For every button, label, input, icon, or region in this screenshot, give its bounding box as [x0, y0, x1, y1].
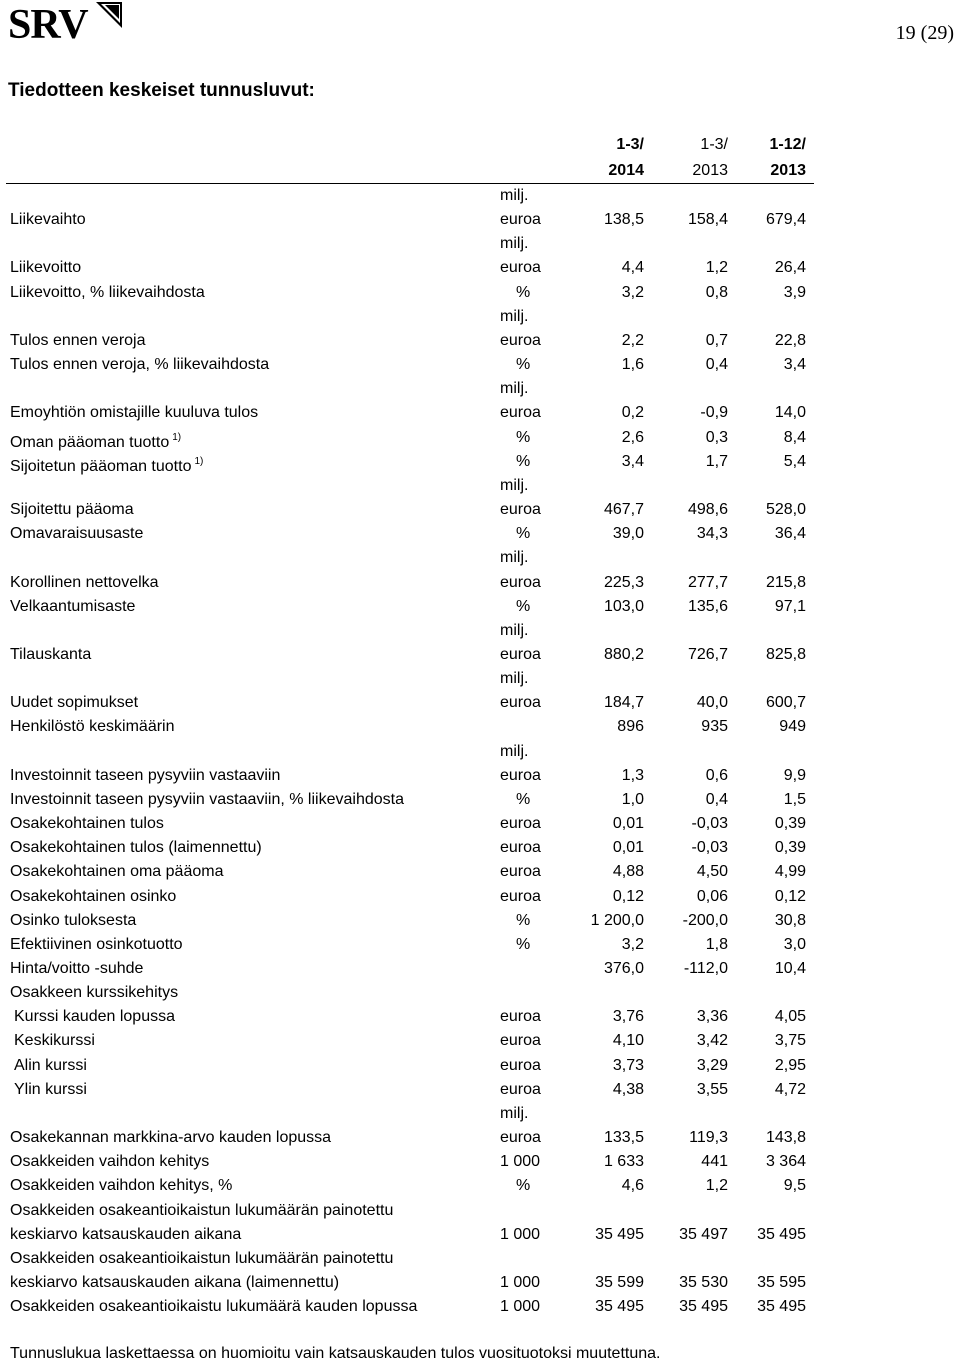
- table-row: [0, 184, 960, 208]
- row-value-col1: 35 495: [595, 1298, 644, 1316]
- row-value-col3: 4,05: [774, 1008, 806, 1026]
- table-row: [0, 208, 960, 232]
- column-header-1-line2: 2014: [608, 162, 644, 179]
- row-value-col3: 215,8: [765, 573, 806, 591]
- row-value-col1: 184,7: [603, 694, 644, 712]
- row-label: [14, 1054, 87, 1078]
- row-label-text: Alin kurssi: [14, 1056, 87, 1074]
- table-row: [0, 1247, 960, 1271]
- row-value-col1: 0,12: [612, 887, 644, 905]
- row-label: [10, 1174, 232, 1198]
- row-value-col3: 143,8: [765, 1129, 806, 1147]
- table-row: [0, 1126, 960, 1150]
- row-unit: euroa: [500, 501, 541, 519]
- row-label-text: Ylin kurssi: [14, 1080, 87, 1098]
- row-value-col3: 2,95: [774, 1056, 806, 1074]
- row-unit: euroa: [500, 331, 541, 349]
- row-value-col3: 9,9: [783, 766, 806, 784]
- table-row: [0, 522, 960, 546]
- row-value-col1: 880,2: [603, 645, 644, 663]
- row-unit: euroa: [500, 211, 541, 229]
- row-value-col3: 35 495: [757, 1225, 806, 1243]
- row-value-col3: 3 364: [765, 1153, 806, 1171]
- row-label-text: Korollinen nettovelka: [10, 573, 159, 591]
- row-label-text: Osakkeiden vaihdon kehitys: [10, 1153, 210, 1171]
- table-row: [0, 933, 960, 957]
- table-row: [0, 353, 960, 377]
- row-label-text: keskiarvo katsauskauden aikana: [10, 1225, 242, 1243]
- row-value-col1: 1 200,0: [590, 911, 644, 929]
- row-label-text: Osakekohtainen osinko: [10, 887, 177, 905]
- row-unit: %: [516, 911, 531, 929]
- row-label: [10, 522, 143, 546]
- table-row: [0, 474, 960, 498]
- row-value-col3: 3,0: [783, 935, 806, 953]
- row-unit: euroa: [500, 766, 541, 784]
- row-value-col3: 1,5: [783, 790, 806, 808]
- row-label-text: Tilauskanta: [10, 645, 92, 663]
- table-row: [0, 1102, 960, 1126]
- row-value-col3: 10,4: [774, 960, 806, 977]
- row-label-text: Efektiivinen osinkotuotto: [10, 935, 183, 953]
- row-label-text: Liikevoitto: [10, 259, 82, 277]
- row-unit: milj.: [500, 187, 529, 204]
- row-label-text: Emoyhtiön omistajille kuuluva tulos: [10, 404, 259, 422]
- row-unit: euroa: [500, 1056, 541, 1074]
- row-value-col2: 119,3: [689, 1129, 728, 1147]
- logo-triangle-icon: [96, 2, 122, 28]
- row-value-col3: 35 495: [757, 1298, 806, 1316]
- row-label: [10, 764, 280, 788]
- column-header-1-line1: 1-3/: [616, 136, 644, 153]
- row-value-col3: 4,72: [774, 1080, 806, 1098]
- row-label-text: Henkilöstö keskimäärin: [10, 718, 175, 736]
- table-row: [0, 691, 960, 715]
- row-label: [14, 1078, 87, 1102]
- key-figures-table: [0, 184, 960, 1319]
- row-label-text: Investoinnit taseen pysyviin vastaaviin: [10, 766, 281, 784]
- table-row: [0, 401, 960, 425]
- row-value-col1: 1,3: [621, 766, 644, 784]
- footnote: Tunnuslukua laskettaessa on huomioitu vain katsauskauden tulos vuosituotoksi muutettuna.: [10, 1345, 661, 1362]
- row-unit: %: [516, 525, 531, 543]
- table-row: [0, 909, 960, 933]
- page-title: Tiedotteen keskeiset tunnusluvut:: [8, 80, 315, 101]
- row-value-col2: 0,3: [705, 428, 728, 446]
- row-value-col3: 825,8: [765, 645, 806, 663]
- row-value-col1: 4,88: [612, 863, 644, 881]
- row-label: [10, 691, 138, 715]
- row-label: [10, 812, 164, 836]
- row-label-text: Osakekohtainen tulos: [10, 815, 164, 833]
- row-unit: euroa: [500, 694, 541, 712]
- row-label-text: Osakekannan markkina-arvo kauden lopussa: [10, 1129, 332, 1147]
- row-unit: %: [516, 935, 531, 953]
- row-label: [10, 957, 143, 981]
- row-unit: 1 000: [500, 1225, 541, 1243]
- column-header-2-line2: 2013: [692, 162, 728, 179]
- row-unit: euroa: [500, 573, 541, 591]
- row-label-text: Osakkeiden osakeantioikaistun lukumäärän painotettu: [10, 1201, 394, 1219]
- row-value-col1: 4,6: [621, 1177, 644, 1195]
- row-value-col3: 3,75: [774, 1032, 806, 1050]
- row-label: [10, 1223, 241, 1247]
- table-row: [0, 1223, 960, 1247]
- row-value-col3: 3,9: [783, 283, 806, 301]
- row-label-text: Osakkeiden osakeantioikaistu lukumäärä kauden lopussa: [10, 1298, 418, 1316]
- row-unit: milj.: [500, 476, 529, 494]
- row-label: [10, 401, 258, 425]
- row-label: [10, 498, 134, 522]
- table-row: [0, 667, 960, 691]
- row-unit: milj.: [500, 307, 529, 325]
- column-header-3-line2: 2013: [770, 162, 806, 179]
- row-unit: %: [516, 428, 531, 446]
- row-value-col2: 3,29: [696, 1056, 728, 1074]
- table-row: [0, 1295, 960, 1319]
- row-label-text: Osakkeen kurssikehitys: [10, 984, 179, 1002]
- row-value-col2: 277,7: [687, 573, 728, 591]
- row-label-text: Liikevoitto, % liikevaihdosta: [10, 283, 205, 301]
- row-value-col1: 3,2: [621, 935, 644, 953]
- row-label: [10, 256, 81, 280]
- row-label-text: Osakekohtainen tulos (laimennettu): [10, 839, 262, 857]
- footnote-marker: 1): [172, 431, 182, 443]
- row-value-col3: 35 595: [757, 1274, 806, 1292]
- row-value-col3: 14,0: [774, 404, 806, 422]
- page-number: 19 (29): [895, 22, 954, 44]
- table-row: [0, 1150, 960, 1174]
- row-value-col2: 3,55: [696, 1080, 728, 1098]
- row-value-col1: 133,5: [603, 1129, 644, 1147]
- table-row: [0, 836, 960, 860]
- row-value-col1: 4,38: [612, 1080, 644, 1098]
- row-value-col1: 3,76: [612, 1008, 644, 1026]
- row-value-col2: 35 530: [679, 1274, 728, 1292]
- row-value-col3: 97,1: [774, 597, 806, 615]
- row-value-col1: 4,10: [612, 1032, 644, 1050]
- row-value-col2: 3,42: [696, 1032, 728, 1050]
- table-row: [0, 232, 960, 256]
- row-label-text: Sijoitettu pääoma: [10, 501, 134, 519]
- row-value-col2: -200,0: [682, 911, 728, 929]
- row-unit: euroa: [500, 1032, 541, 1050]
- row-label: [10, 1271, 339, 1295]
- row-value-col2: 441: [701, 1153, 728, 1171]
- table-row: [0, 1054, 960, 1078]
- row-value-col3: 949: [779, 718, 806, 736]
- row-label: [10, 909, 136, 933]
- table-row: [0, 281, 960, 305]
- row-value-col2: 3,36: [696, 1008, 728, 1026]
- table-row: [0, 619, 960, 643]
- row-unit: euroa: [500, 1129, 541, 1147]
- table-row: [0, 957, 960, 981]
- row-label-text: Osakekohtainen oma pääoma: [10, 863, 224, 881]
- table-row: [0, 546, 960, 570]
- table-row: [0, 715, 960, 739]
- row-unit: 1 000: [500, 1298, 541, 1316]
- row-label-text: Osinko tuloksesta: [10, 911, 137, 929]
- row-label: [10, 1295, 417, 1319]
- row-label-text: Uudet sopimukset: [10, 694, 139, 712]
- row-value-col2: 0,8: [705, 283, 728, 301]
- row-value-col3: 8,4: [783, 428, 806, 446]
- row-value-col2: 1,7: [705, 452, 728, 470]
- row-label: [14, 1005, 175, 1029]
- row-value-col2: 0,7: [705, 331, 728, 349]
- table-row: [0, 812, 960, 836]
- row-value-col2: -112,0: [683, 960, 728, 977]
- table-row: [0, 764, 960, 788]
- row-label: [10, 933, 183, 957]
- row-value-col3: 5,4: [783, 452, 806, 470]
- table-row: [0, 377, 960, 401]
- row-unit: milj.: [500, 742, 529, 760]
- row-label: [10, 643, 91, 667]
- row-value-col3: 0,39: [774, 815, 806, 833]
- row-unit: milj.: [500, 235, 529, 253]
- row-label: [10, 329, 146, 353]
- logo-wordmark: SRV: [8, 2, 88, 48]
- row-value-col1: 35 599: [595, 1274, 644, 1292]
- row-value-col2: 1,8: [705, 935, 728, 953]
- row-value-col1: 3,73: [612, 1056, 644, 1074]
- row-value-col2: 34,3: [696, 525, 728, 543]
- row-value-col2: -0,03: [691, 815, 728, 833]
- row-unit: %: [516, 790, 531, 808]
- row-value-col1: 103,0: [603, 597, 644, 615]
- row-label-text: Hinta/voitto -suhde: [10, 960, 144, 977]
- row-unit: euroa: [500, 815, 541, 833]
- row-value-col2: -0,03: [691, 839, 728, 857]
- row-value-col2: 40,0: [696, 694, 728, 712]
- row-value-col1: 2,2: [621, 331, 644, 349]
- row-label: [10, 571, 159, 595]
- row-value-col1: 0,2: [621, 404, 644, 422]
- table-row: [0, 256, 960, 280]
- row-unit: euroa: [500, 1008, 541, 1026]
- row-value-col2: 1,2: [705, 1177, 728, 1195]
- row-value-col3: 26,4: [774, 259, 806, 277]
- row-value-col2: 1,2: [705, 259, 728, 277]
- row-unit: milj.: [500, 670, 529, 688]
- row-value-col1: 1,0: [621, 790, 644, 808]
- row-label: [10, 1150, 209, 1174]
- row-value-col1: 2,6: [621, 428, 644, 446]
- row-unit: euroa: [500, 839, 541, 857]
- table-row: [0, 885, 960, 909]
- row-value-col2: 35 497: [679, 1225, 728, 1243]
- row-value-col1: 467,7: [603, 501, 644, 519]
- row-label: [10, 1199, 393, 1223]
- row-label: [10, 1247, 393, 1271]
- row-value-col3: 36,4: [774, 525, 806, 543]
- row-value-col3: 22,8: [774, 331, 806, 349]
- row-unit: euroa: [500, 645, 541, 663]
- row-value-col1: 225,3: [603, 573, 644, 591]
- row-label: [10, 1126, 331, 1150]
- table-row: [0, 740, 960, 764]
- row-unit: %: [516, 597, 531, 615]
- row-value-col3: 528,0: [765, 501, 806, 519]
- column-header-2-line1: 1-3/: [700, 136, 728, 153]
- row-label: [10, 353, 269, 377]
- row-value-col1: 3,4: [621, 452, 644, 470]
- row-value-col2: 35 495: [679, 1298, 728, 1316]
- row-label-text: Sijoitetun pääoman tuotto: [10, 457, 192, 475]
- row-value-col3: 4,99: [774, 863, 806, 881]
- row-value-col1: 4,4: [621, 259, 644, 277]
- footnote-marker: 1): [194, 455, 204, 467]
- row-label: [10, 208, 86, 232]
- row-label: [10, 595, 135, 619]
- table-row: [0, 1078, 960, 1102]
- row-label: [10, 788, 404, 812]
- row-value-col1: 39,0: [612, 525, 644, 543]
- row-value-col3: 0,12: [774, 887, 806, 905]
- row-value-col3: 3,4: [783, 356, 806, 374]
- row-value-col2: -0,9: [700, 404, 728, 422]
- row-value-col2: 135,6: [687, 597, 728, 615]
- row-unit: euroa: [500, 887, 541, 905]
- row-label: [14, 1029, 95, 1053]
- row-value-col2: 935: [701, 718, 728, 736]
- row-unit: %: [516, 1177, 531, 1195]
- row-value-col2: 158,4: [687, 211, 728, 229]
- row-unit: euroa: [500, 1080, 541, 1098]
- row-label-text: Osakkeiden osakeantioikaistun lukumäärän painotettu: [10, 1249, 394, 1267]
- row-value-col3: 9,5: [783, 1177, 806, 1195]
- row-unit: milj.: [500, 621, 529, 639]
- row-label-text: Keskikurssi: [14, 1032, 95, 1050]
- table-row: [0, 860, 960, 884]
- table-row: [0, 426, 960, 450]
- table-row: [0, 305, 960, 329]
- table-row: [0, 1199, 960, 1223]
- table-row: [0, 1029, 960, 1053]
- row-unit: euroa: [500, 259, 541, 277]
- row-label-text: Investoinnit taseen pysyviin vastaaviin, % liikevaihdosta: [10, 790, 404, 808]
- row-value-col1: 138,5: [603, 211, 644, 229]
- table-row: [0, 450, 960, 474]
- row-label-text: Oman pääoman tuotto: [10, 433, 170, 451]
- table-row: [0, 981, 960, 1005]
- row-unit: milj.: [500, 1104, 529, 1122]
- table-row: [0, 1271, 960, 1295]
- table-row: [0, 498, 960, 522]
- row-unit: %: [516, 283, 531, 301]
- row-unit: 1 000: [500, 1153, 541, 1171]
- table-row: [0, 1005, 960, 1029]
- row-label: [10, 860, 223, 884]
- row-label: [10, 836, 262, 860]
- table-row: [0, 595, 960, 619]
- row-label: [10, 715, 175, 739]
- table-row: [0, 329, 960, 353]
- row-value-col3: 30,8: [774, 911, 806, 929]
- row-value-col3: 600,7: [765, 694, 806, 712]
- row-label: [10, 281, 205, 305]
- row-value-col2: 0,06: [696, 887, 728, 905]
- table-row: [0, 571, 960, 595]
- table-row: [0, 1174, 960, 1198]
- row-value-col3: 0,39: [774, 839, 806, 857]
- row-label-text: Velkaantumisaste: [10, 597, 136, 615]
- row-value-col1: 35 495: [595, 1225, 644, 1243]
- table-row: [0, 788, 960, 812]
- column-header-3-line1: 1-12/: [769, 136, 806, 153]
- row-value-col2: 726,7: [687, 645, 728, 663]
- row-label-text: keskiarvo katsauskauden aikana (laimennettu): [10, 1274, 340, 1292]
- row-unit: euroa: [500, 863, 541, 881]
- row-label: [10, 981, 178, 1005]
- row-unit: milj.: [500, 549, 529, 567]
- row-label-text: Kurssi kauden lopussa: [14, 1008, 175, 1026]
- row-label-text: Omavaraisuusaste: [10, 525, 144, 543]
- row-unit: %: [516, 452, 531, 470]
- row-value-col1: 896: [617, 718, 644, 736]
- row-value-col2: 0,6: [705, 766, 728, 784]
- row-label-text: Tulos ennen veroja: [10, 331, 146, 349]
- row-label-text: Tulos ennen veroja, % liikevaihdosta: [10, 356, 270, 374]
- row-value-col1: 0,01: [612, 815, 644, 833]
- table-row: [0, 643, 960, 667]
- row-unit: euroa: [500, 404, 541, 422]
- row-value-col1: 1 633: [603, 1153, 644, 1171]
- row-unit: 1 000: [500, 1274, 541, 1292]
- row-value-col1: 0,01: [612, 839, 644, 857]
- row-label: [10, 885, 176, 909]
- row-value-col1: 3,2: [621, 283, 644, 301]
- row-unit: %: [516, 356, 531, 374]
- row-value-col2: 498,6: [687, 501, 728, 519]
- row-value-col3: 679,4: [765, 211, 806, 229]
- row-unit: milj.: [500, 380, 529, 398]
- row-label-text: Osakkeiden vaihdon kehitys, %: [10, 1177, 233, 1195]
- row-value-col2: 4,50: [696, 863, 728, 881]
- row-value-col2: 0,4: [705, 790, 728, 808]
- row-value-col1: 1,6: [621, 356, 644, 374]
- row-value-col1: 376,0: [603, 960, 644, 977]
- row-value-col2: 0,4: [705, 356, 728, 374]
- row-label-text: Liikevaihto: [10, 211, 86, 229]
